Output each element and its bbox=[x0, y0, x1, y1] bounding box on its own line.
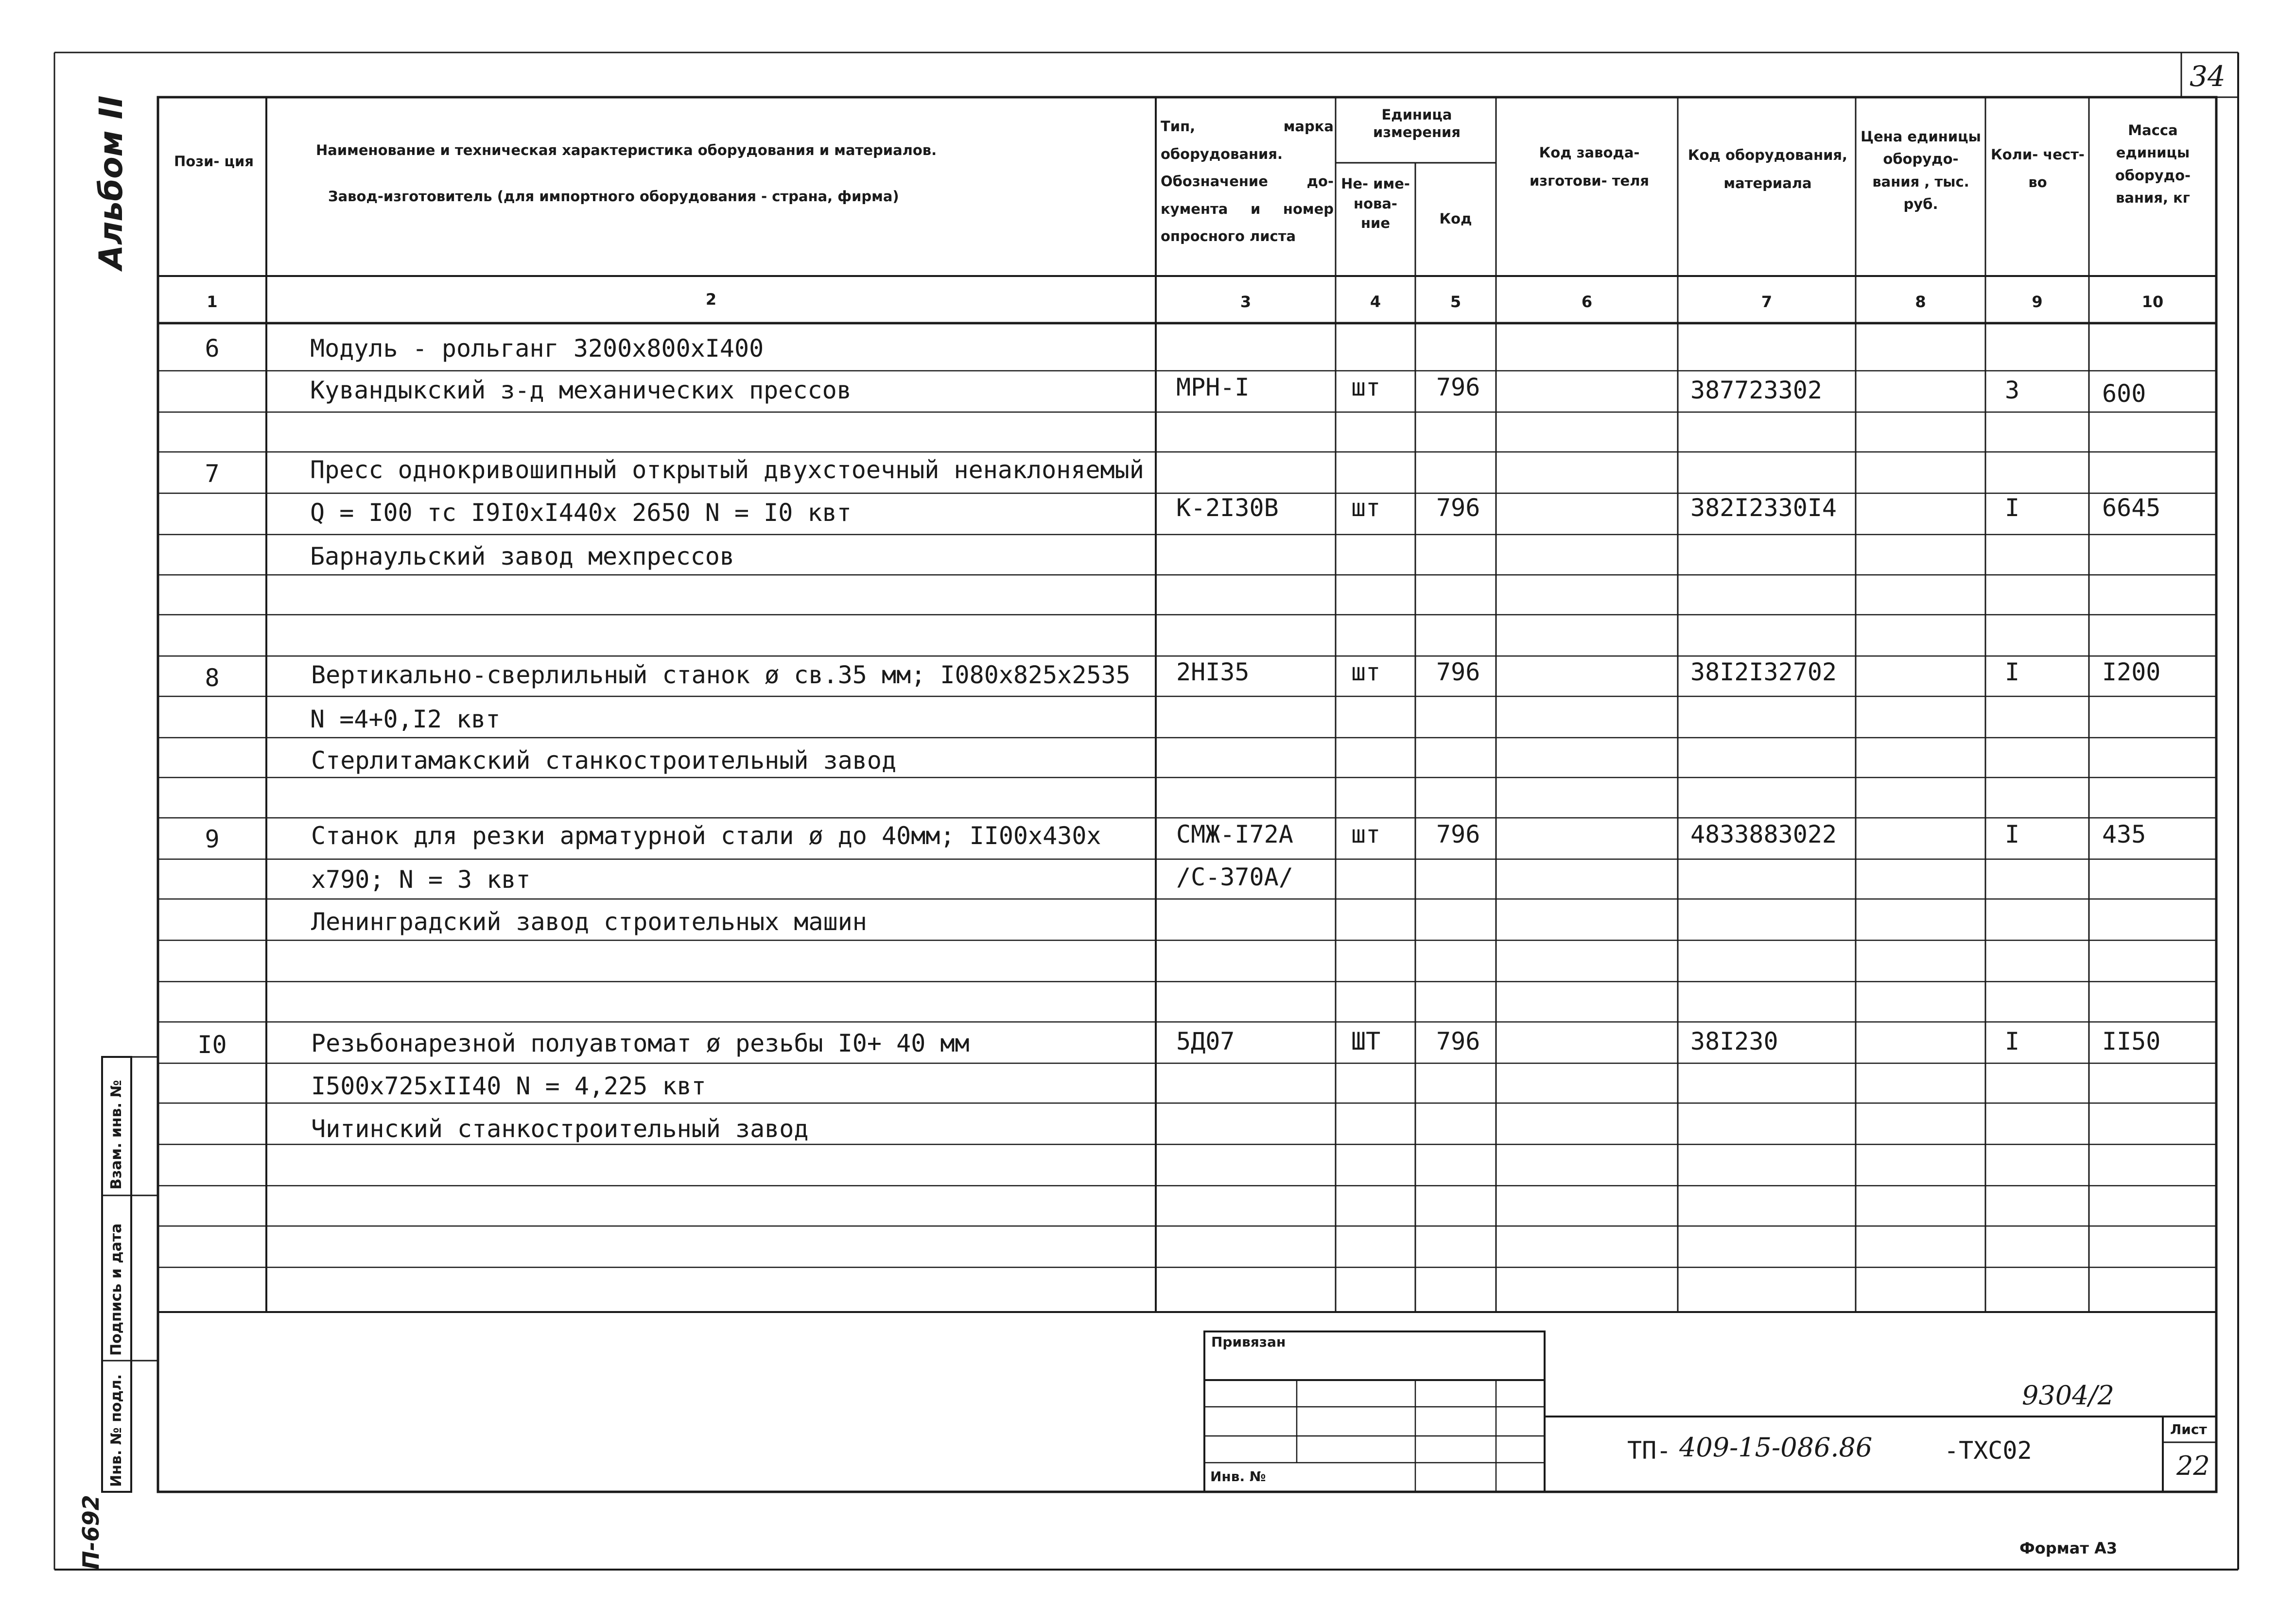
row-position: 9 bbox=[205, 825, 220, 853]
row-type: К-2I30В bbox=[1176, 494, 1279, 522]
header-unit-code: Код bbox=[1439, 210, 1472, 227]
row-mass: II50 bbox=[2102, 1027, 2161, 1055]
row-unit-code: 796 bbox=[1436, 494, 1480, 522]
album-mark: Альбом II bbox=[92, 95, 130, 270]
row-name: Пресс однокривошипный открытый двухстоечный ненаклоняемый bbox=[310, 456, 1144, 484]
col-number-8: 8 bbox=[1915, 293, 1926, 311]
document-number: 9304/2 bbox=[2022, 1380, 2114, 1411]
col-number-3: 3 bbox=[1240, 293, 1252, 311]
row-mass: 435 bbox=[2102, 820, 2146, 848]
row-unit: шт bbox=[1351, 658, 1381, 686]
format-label: Формат А3 bbox=[2019, 1539, 2118, 1557]
designation-prefix: ТП- bbox=[1627, 1436, 1671, 1465]
row-unit: шт bbox=[1351, 494, 1381, 522]
row-name: Кувандыкский з-д механических прессов bbox=[310, 376, 852, 404]
row-name: Стерлитамакский станкостроительный завод bbox=[311, 746, 897, 775]
header-price: Цена единицы оборудо- вания , тыс. руб. bbox=[1861, 128, 1981, 213]
row-name: х790; N = 3 квт bbox=[311, 865, 531, 894]
col-number-7: 7 bbox=[1761, 293, 1773, 311]
row-name: Барнаульский завод мехпрессов bbox=[310, 542, 734, 570]
header-unit-group: Единица измерения bbox=[1373, 106, 1461, 141]
row-type: СМЖ-I72А bbox=[1176, 820, 1293, 848]
row-name: I500х725хII40 N = 4,225 квт bbox=[311, 1072, 706, 1100]
header-quantity: Коли- чест- во bbox=[1991, 146, 2085, 190]
row-equipment-code: 38I2I32702 bbox=[1690, 658, 1837, 686]
row-type: МРН-I bbox=[1176, 373, 1250, 401]
row-equipment-code: 382I2330I4 bbox=[1690, 494, 1837, 522]
col-number-9: 9 bbox=[2032, 293, 2043, 311]
sheet-label: Лист bbox=[2170, 1421, 2207, 1437]
header-type: Тип, марка оборудования. Обозначение до- кумента и номер опросного листа bbox=[1161, 118, 1334, 245]
col-number-4: 4 bbox=[1370, 293, 1381, 311]
row-name: Станок для резки арматурной стали ø до 40мм; II00х430х bbox=[311, 822, 1101, 850]
row-position: I0 bbox=[197, 1031, 227, 1059]
row-name: Ленинградский завод строительных машин bbox=[311, 908, 867, 936]
row-equipment-code: 387723302 bbox=[1690, 376, 1822, 404]
designation-number: 409-15-086.86 bbox=[1679, 1432, 1873, 1463]
col-number-1: 1 bbox=[207, 293, 218, 311]
designation-suffix: -ТХС02 bbox=[1944, 1436, 2032, 1465]
row-type: 2НI35 bbox=[1176, 658, 1250, 686]
row-name: Резьбонарезной полуавтомат ø резьбы I0+ 40 мм bbox=[311, 1029, 970, 1057]
header-equipment-code: Код оборудования, материала bbox=[1687, 147, 1848, 191]
row-equipment-code: 38I230 bbox=[1690, 1027, 1778, 1055]
sheet-number: 22 bbox=[2176, 1451, 2210, 1481]
header-name-line2: Завод-изготовитель (для импортного оборудования - страна, фирма) bbox=[328, 188, 899, 205]
inv-no-label: Инв. № bbox=[1210, 1469, 1266, 1485]
row-unit: шт bbox=[1351, 373, 1381, 401]
row-quantity: I bbox=[2005, 494, 2020, 522]
row-name: Модуль - рольганг 3200х800хI400 bbox=[310, 334, 764, 363]
row-quantity: I bbox=[2005, 658, 2020, 686]
header-position: Пози- ция bbox=[174, 153, 254, 170]
row-name: Q = I00 тс I9I0хI440х 2650 N = I0 квт bbox=[310, 499, 852, 527]
row-type: /С-370А/ bbox=[1176, 863, 1293, 891]
privyazan-label: Привязан bbox=[1211, 1334, 1286, 1350]
col-number-5: 5 bbox=[1450, 293, 1461, 311]
row-unit-code: 796 bbox=[1436, 658, 1480, 686]
row-position: 6 bbox=[205, 334, 220, 363]
stamp-signature-date: Подпись и дата bbox=[108, 1223, 125, 1356]
row-name: Вертикально-сверлильный станок ø св.35 мм; I080х825х2535 bbox=[311, 661, 1131, 689]
header-unit-name: Не- име- нова- ние bbox=[1341, 175, 1410, 232]
row-mass: 600 bbox=[2102, 380, 2146, 408]
row-unit-code: 796 bbox=[1436, 373, 1480, 401]
row-name: Читинский станкостроительный завод bbox=[311, 1115, 809, 1143]
row-unit-code: 796 bbox=[1436, 1027, 1480, 1055]
left-mark: П-692 bbox=[78, 1495, 104, 1570]
row-quantity: I bbox=[2005, 820, 2020, 848]
page-number: 34 bbox=[2190, 60, 2226, 93]
stamp-inv-podl: Инв. № подл. bbox=[108, 1374, 125, 1487]
row-unit-code: 796 bbox=[1436, 820, 1480, 848]
row-mass: 6645 bbox=[2102, 494, 2161, 522]
row-mass: I200 bbox=[2102, 658, 2161, 686]
row-type: 5Д07 bbox=[1176, 1027, 1235, 1055]
col-number-6: 6 bbox=[1581, 293, 1593, 311]
header-mass: Масса единицы оборудо- вания, кг bbox=[2115, 122, 2191, 207]
row-equipment-code: 4833883022 bbox=[1690, 820, 1837, 848]
row-unit: шт bbox=[1351, 820, 1381, 848]
col-number-2: 2 bbox=[705, 290, 717, 309]
row-position: 7 bbox=[205, 460, 220, 488]
row-name: N =4+0,I2 квт bbox=[310, 705, 501, 733]
row-quantity: 3 bbox=[2005, 376, 2020, 404]
col-number-10: 10 bbox=[2141, 293, 2164, 311]
header-factory-code: Код завода- изготови- теля bbox=[1529, 144, 1650, 189]
row-quantity: I bbox=[2005, 1027, 2020, 1055]
row-position: 8 bbox=[205, 664, 220, 692]
header-name-line1: Наименование и техническая характеристика оборудования и материалов. bbox=[316, 142, 937, 158]
stamp-vzam-inv: Взам. инв. № bbox=[108, 1080, 125, 1190]
row-unit: ШТ bbox=[1351, 1027, 1381, 1055]
